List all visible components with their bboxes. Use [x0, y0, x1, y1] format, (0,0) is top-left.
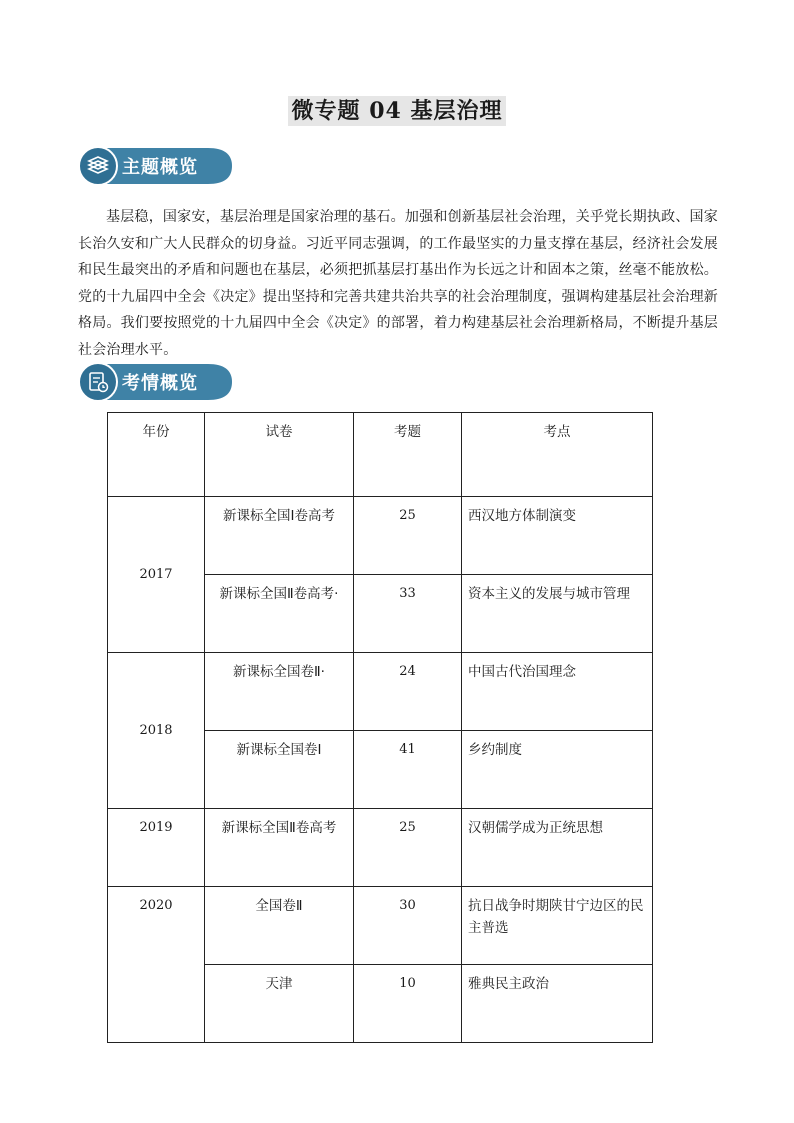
year-cell: 2017 — [108, 497, 205, 653]
paper-cell: 新课标全国卷Ⅱ· — [205, 653, 354, 731]
year-cell: 2020 — [108, 887, 205, 1043]
table-row — [108, 887, 653, 965]
point-cell: 西汉地方体制演变 — [462, 497, 653, 575]
intro-paragraph: 基层稳，国家安，基层治理是国家治理的基石。加强和创新基层社会治理，关乎党长期执政、国家长治久安和广大人民群众的切身益。习近平同志强调，的工作最坚实的力量支撑在基层，经济社会发展和民生最突出的矛盾和问题也在基层，必须把抓基层打基出作为长远之计和固本之策，丝毫不能放松。党的十九届四中全会《决定》提出坚持和完善共建共治共享的社会治理制度，强调构建基层社会治理新格局。我们要按照党的十九届四中全会《决定》的部署，着力构建基层社会治理新格局，不断提升基层社会治理水平。 — [78, 209, 718, 358]
table-row — [108, 809, 653, 887]
paper-cell: 新课标全国Ⅱ卷高考· — [205, 575, 354, 653]
year-cell: 2018 — [108, 653, 205, 809]
table-header-row — [108, 413, 653, 497]
point-cell: 中国古代治国理念 — [462, 653, 653, 731]
header-year: 年份 — [108, 413, 205, 497]
table-row — [108, 653, 653, 731]
section-overview-label: 主题概览 — [122, 157, 198, 178]
header-paper: 试卷 — [205, 413, 354, 497]
question-cell: 25 — [354, 809, 462, 887]
paper-cell: 全国卷Ⅱ — [205, 887, 354, 965]
section-banner-overview — [78, 146, 234, 186]
books-icon — [86, 154, 110, 178]
section-banner-exam — [78, 362, 234, 402]
paper-cell: 新课标全国卷Ⅰ — [205, 731, 354, 809]
section-exam-label: 考情概览 — [122, 373, 198, 394]
page-title: 微专题 04 基层治理 — [0, 94, 794, 125]
document-clock-icon — [86, 370, 110, 394]
paper-cell: 新课标全国Ⅰ卷高考 — [205, 497, 354, 575]
header-question: 考题 — [354, 413, 462, 497]
question-cell: 24 — [354, 653, 462, 731]
paper-cell: 天津 — [205, 965, 354, 1043]
point-cell: 雅典民主政治 — [462, 965, 653, 1043]
question-cell: 10 — [354, 965, 462, 1043]
question-cell: 25 — [354, 497, 462, 575]
table-row — [108, 497, 653, 575]
paper-cell: 新课标全国Ⅱ卷高考 — [205, 809, 354, 887]
point-cell: 资本主义的发展与城市管理 — [462, 575, 653, 653]
header-point: 考点 — [462, 413, 653, 497]
exam-table — [107, 412, 653, 1043]
point-cell: 抗日战争时期陕甘宁边区的民主普选 — [462, 887, 653, 965]
question-cell: 41 — [354, 731, 462, 809]
year-cell: 2019 — [108, 809, 205, 887]
point-cell: 乡约制度 — [462, 731, 653, 809]
question-cell: 30 — [354, 887, 462, 965]
point-cell: 汉朝儒学成为正统思想 — [462, 809, 653, 887]
question-cell: 33 — [354, 575, 462, 653]
